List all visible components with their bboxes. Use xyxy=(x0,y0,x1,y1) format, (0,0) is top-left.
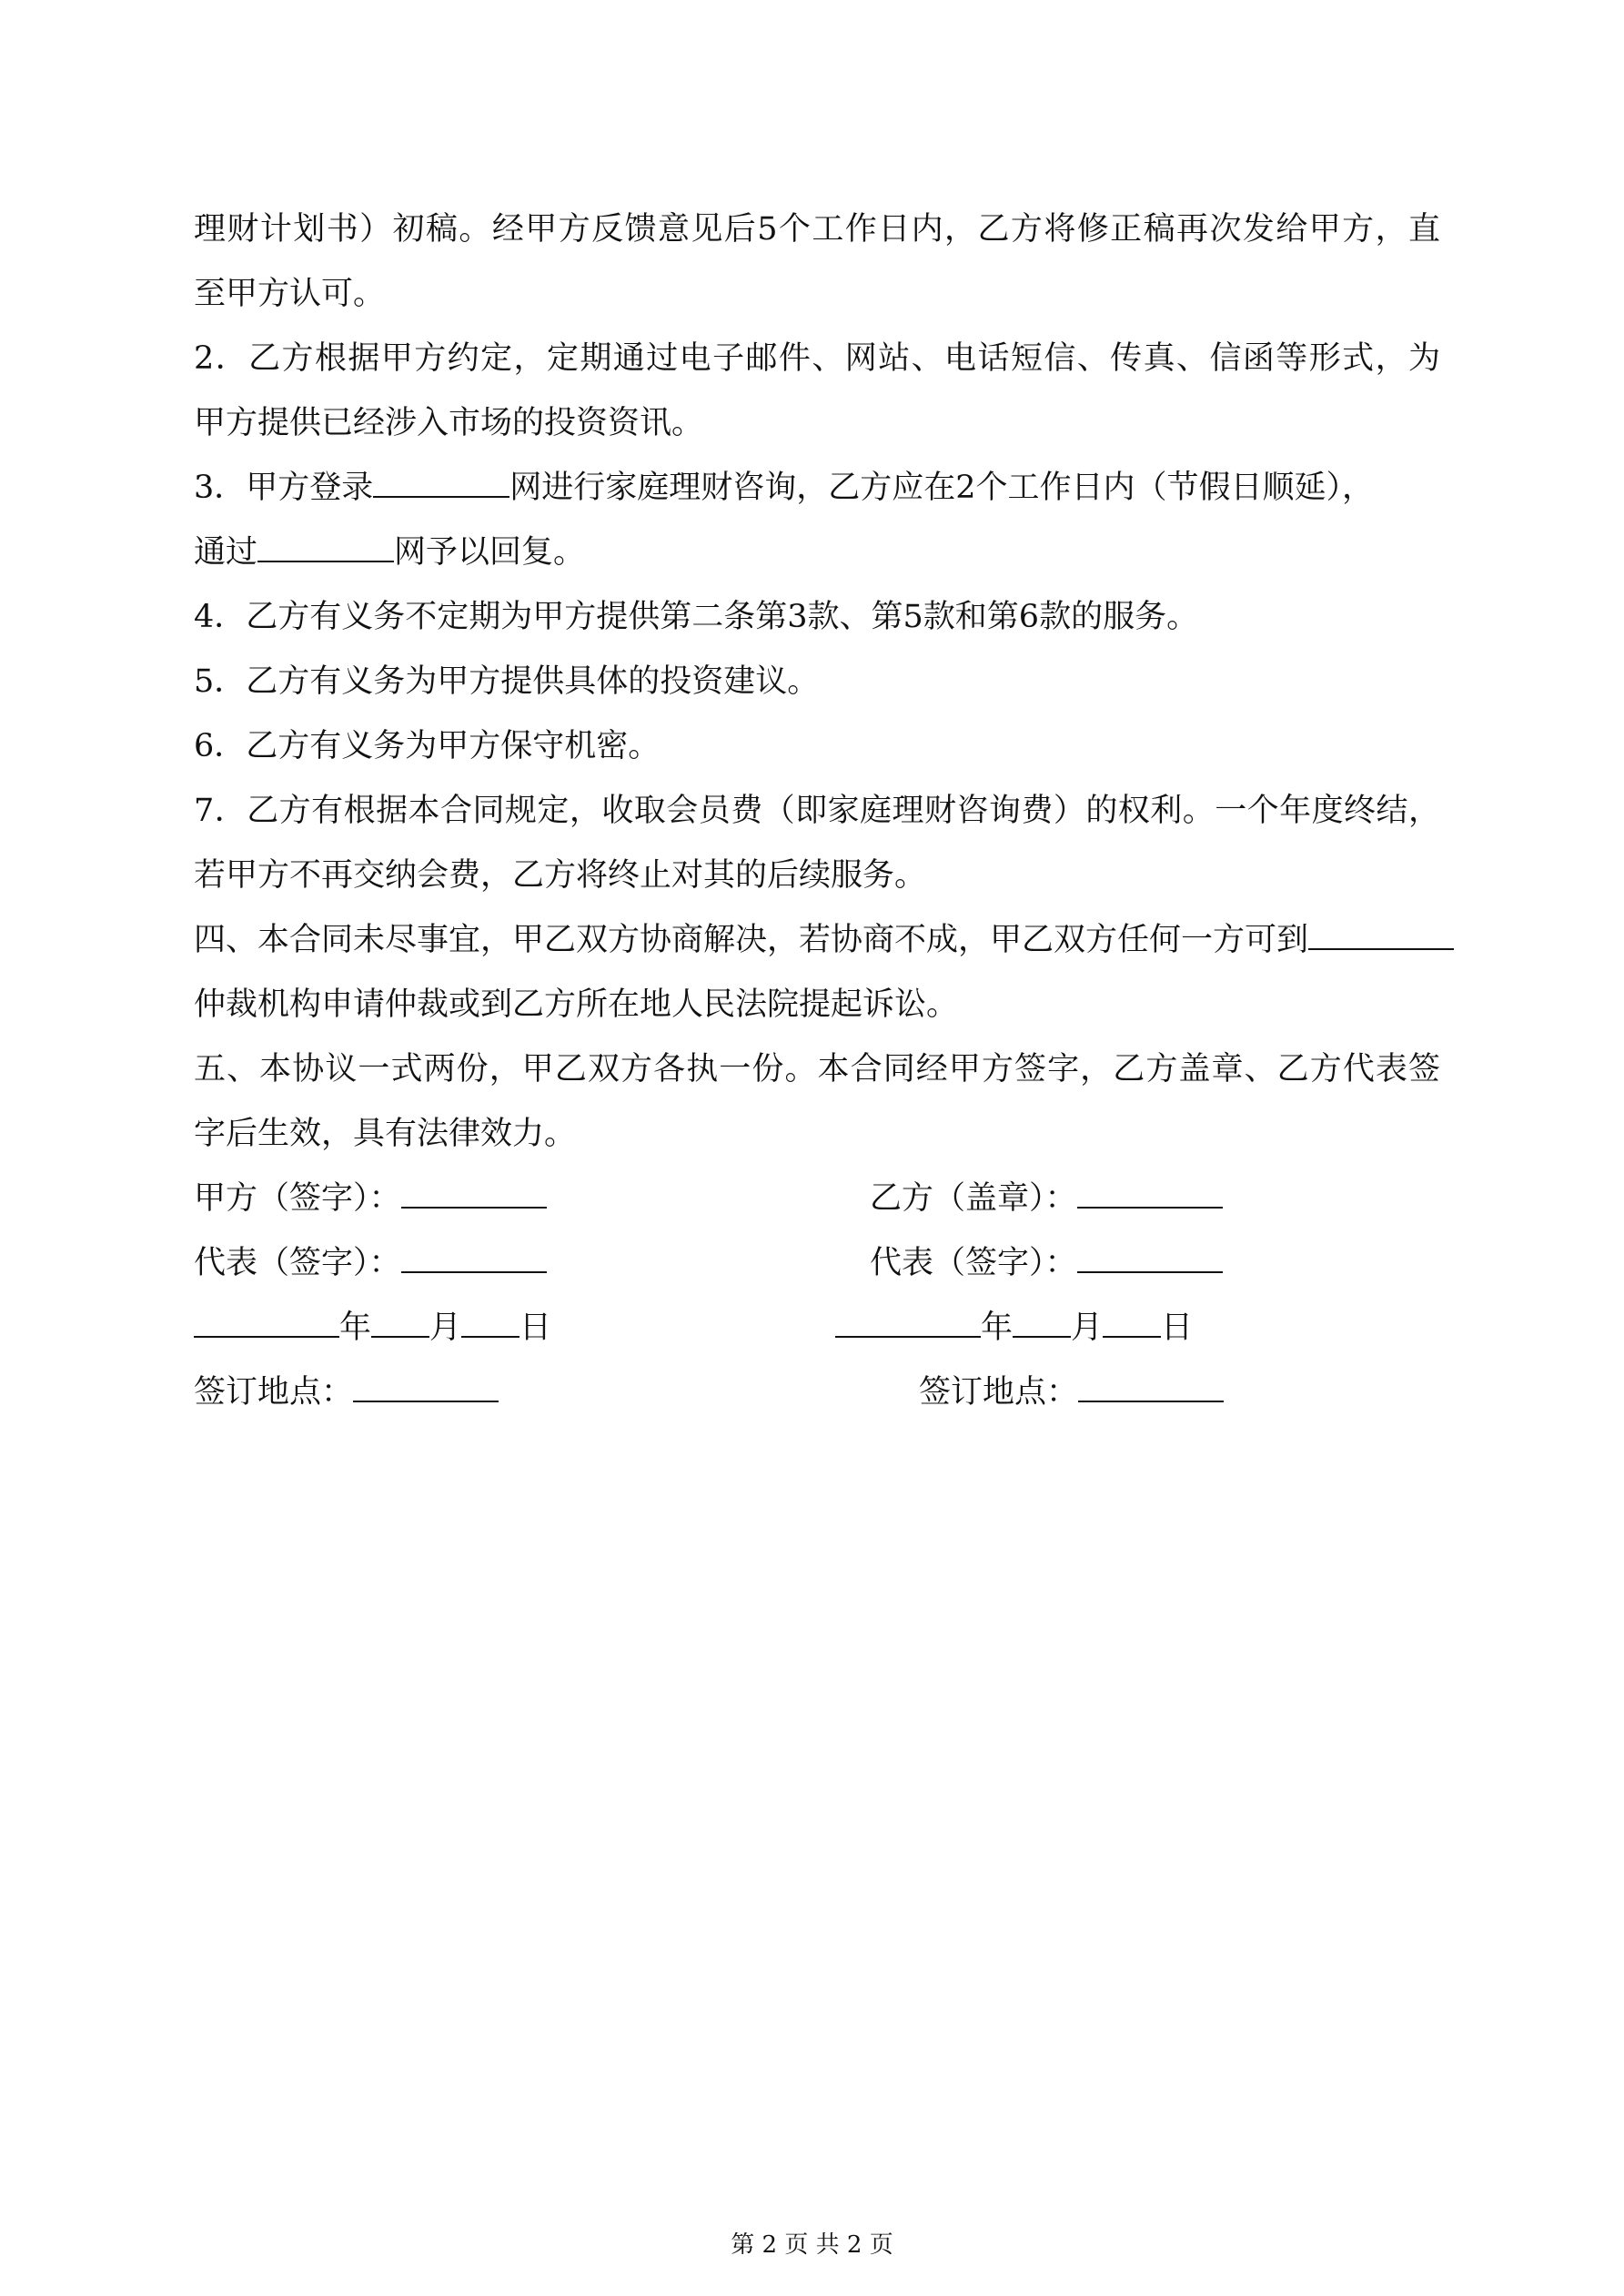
year-blank xyxy=(194,1309,339,1338)
year-label: 年 xyxy=(339,1310,372,1346)
day-label: 日 xyxy=(1161,1310,1194,1346)
page-number-footer: 第 2 页 共 2 页 xyxy=(731,2231,893,2259)
paragraph-line: 2．乙方根据甲方约定，定期通过电子邮件、网站、电话短信、传真、信函等形式，为 xyxy=(194,340,1440,377)
signing-place-b-blank xyxy=(1078,1373,1224,1402)
paragraph-line xyxy=(194,920,1440,960)
month-blank xyxy=(1013,1309,1071,1338)
day-blank xyxy=(1103,1309,1161,1338)
rep-a-label: 代表（签字）： xyxy=(194,1245,401,1281)
party-b-seal-blank xyxy=(1077,1179,1223,1209)
year-label: 年 xyxy=(981,1310,1014,1346)
year-blank xyxy=(835,1309,981,1338)
rep-b-label: 代表（签字）： xyxy=(870,1245,1077,1281)
signing-place-a-blank xyxy=(353,1373,499,1402)
fill-in-blank xyxy=(257,533,394,562)
rep-a-signature-line xyxy=(194,1243,547,1283)
paragraph-line: 若甲方不再交纳会费，乙方将终止对其的后续服务。 xyxy=(194,857,927,894)
paragraph-line: 7．乙方有根据本合同规定，收取会员费（即家庭理财咨询费）的权利。一个年度终结， xyxy=(194,793,1440,829)
rep-a-signature-blank xyxy=(401,1244,547,1273)
party-b-seal-line xyxy=(870,1178,1223,1219)
party-a-signature-line xyxy=(194,1178,547,1219)
party-a-label: 甲方（签字）： xyxy=(194,1180,401,1217)
paragraph-line: 4．乙方有义务不定期为甲方提供第二条第3款、第5款和第6款的服务。 xyxy=(194,599,1199,635)
paragraph-line xyxy=(194,532,1440,572)
month-label: 月 xyxy=(429,1310,462,1346)
paragraph-line: 理财计划书）初稿。经甲方反馈意见后5个工作日内，乙方将修正稿再次发给甲方，直 xyxy=(194,211,1440,248)
party-b-label: 乙方（盖章）： xyxy=(870,1180,1077,1217)
text-segment: 通过 xyxy=(194,534,258,571)
date-line-a xyxy=(194,1308,551,1348)
paragraph-line: 字后生效，具有法律效力。 xyxy=(194,1116,577,1152)
text-segment: 网予以回复。 xyxy=(394,534,586,571)
paragraph-line: 甲方提供已经涉入市场的投资资讯。 xyxy=(194,405,704,441)
fill-in-blank xyxy=(373,469,509,498)
rep-b-signature-line xyxy=(870,1243,1223,1283)
text-segment: 四、本合同未尽事宜，甲乙双方协商解决，若协商不成，甲乙双方任何一方可到 xyxy=(194,922,1309,958)
day-blank xyxy=(461,1309,519,1338)
paragraph-line: 5．乙方有义务为甲方提供具体的投资建议。 xyxy=(194,663,820,700)
signing-place-b-line xyxy=(919,1372,1224,1412)
rep-b-signature-blank xyxy=(1077,1244,1223,1273)
text-segment: 3．甲方登录 xyxy=(194,470,374,506)
signing-place-a-line xyxy=(194,1372,499,1412)
month-blank xyxy=(371,1309,429,1338)
paragraph-line: 仲裁机构申请仲裁或到乙方所在地人民法院提起诉讼。 xyxy=(194,986,959,1023)
day-label: 日 xyxy=(519,1310,552,1346)
signing-place-a-label: 签订地点： xyxy=(194,1374,354,1411)
paragraph-line: 6．乙方有义务为甲方保守机密。 xyxy=(194,728,661,764)
paragraph-line: 五、本协议一式两份，甲乙双方各执一份。本合同经甲方签字，乙方盖章、乙方代表签 xyxy=(194,1051,1440,1087)
fill-in-blank xyxy=(1308,921,1454,950)
paragraph-line xyxy=(194,468,1440,508)
party-a-signature-blank xyxy=(401,1179,547,1209)
date-line-b xyxy=(835,1308,1193,1348)
signing-place-b-label: 签订地点： xyxy=(919,1374,1079,1411)
paragraph-line: 至甲方认可。 xyxy=(194,276,386,312)
month-label: 月 xyxy=(1071,1310,1104,1346)
text-segment: 网进行家庭理财咨询，乙方应在2个工作日内（节假日顺延）， xyxy=(509,470,1375,506)
